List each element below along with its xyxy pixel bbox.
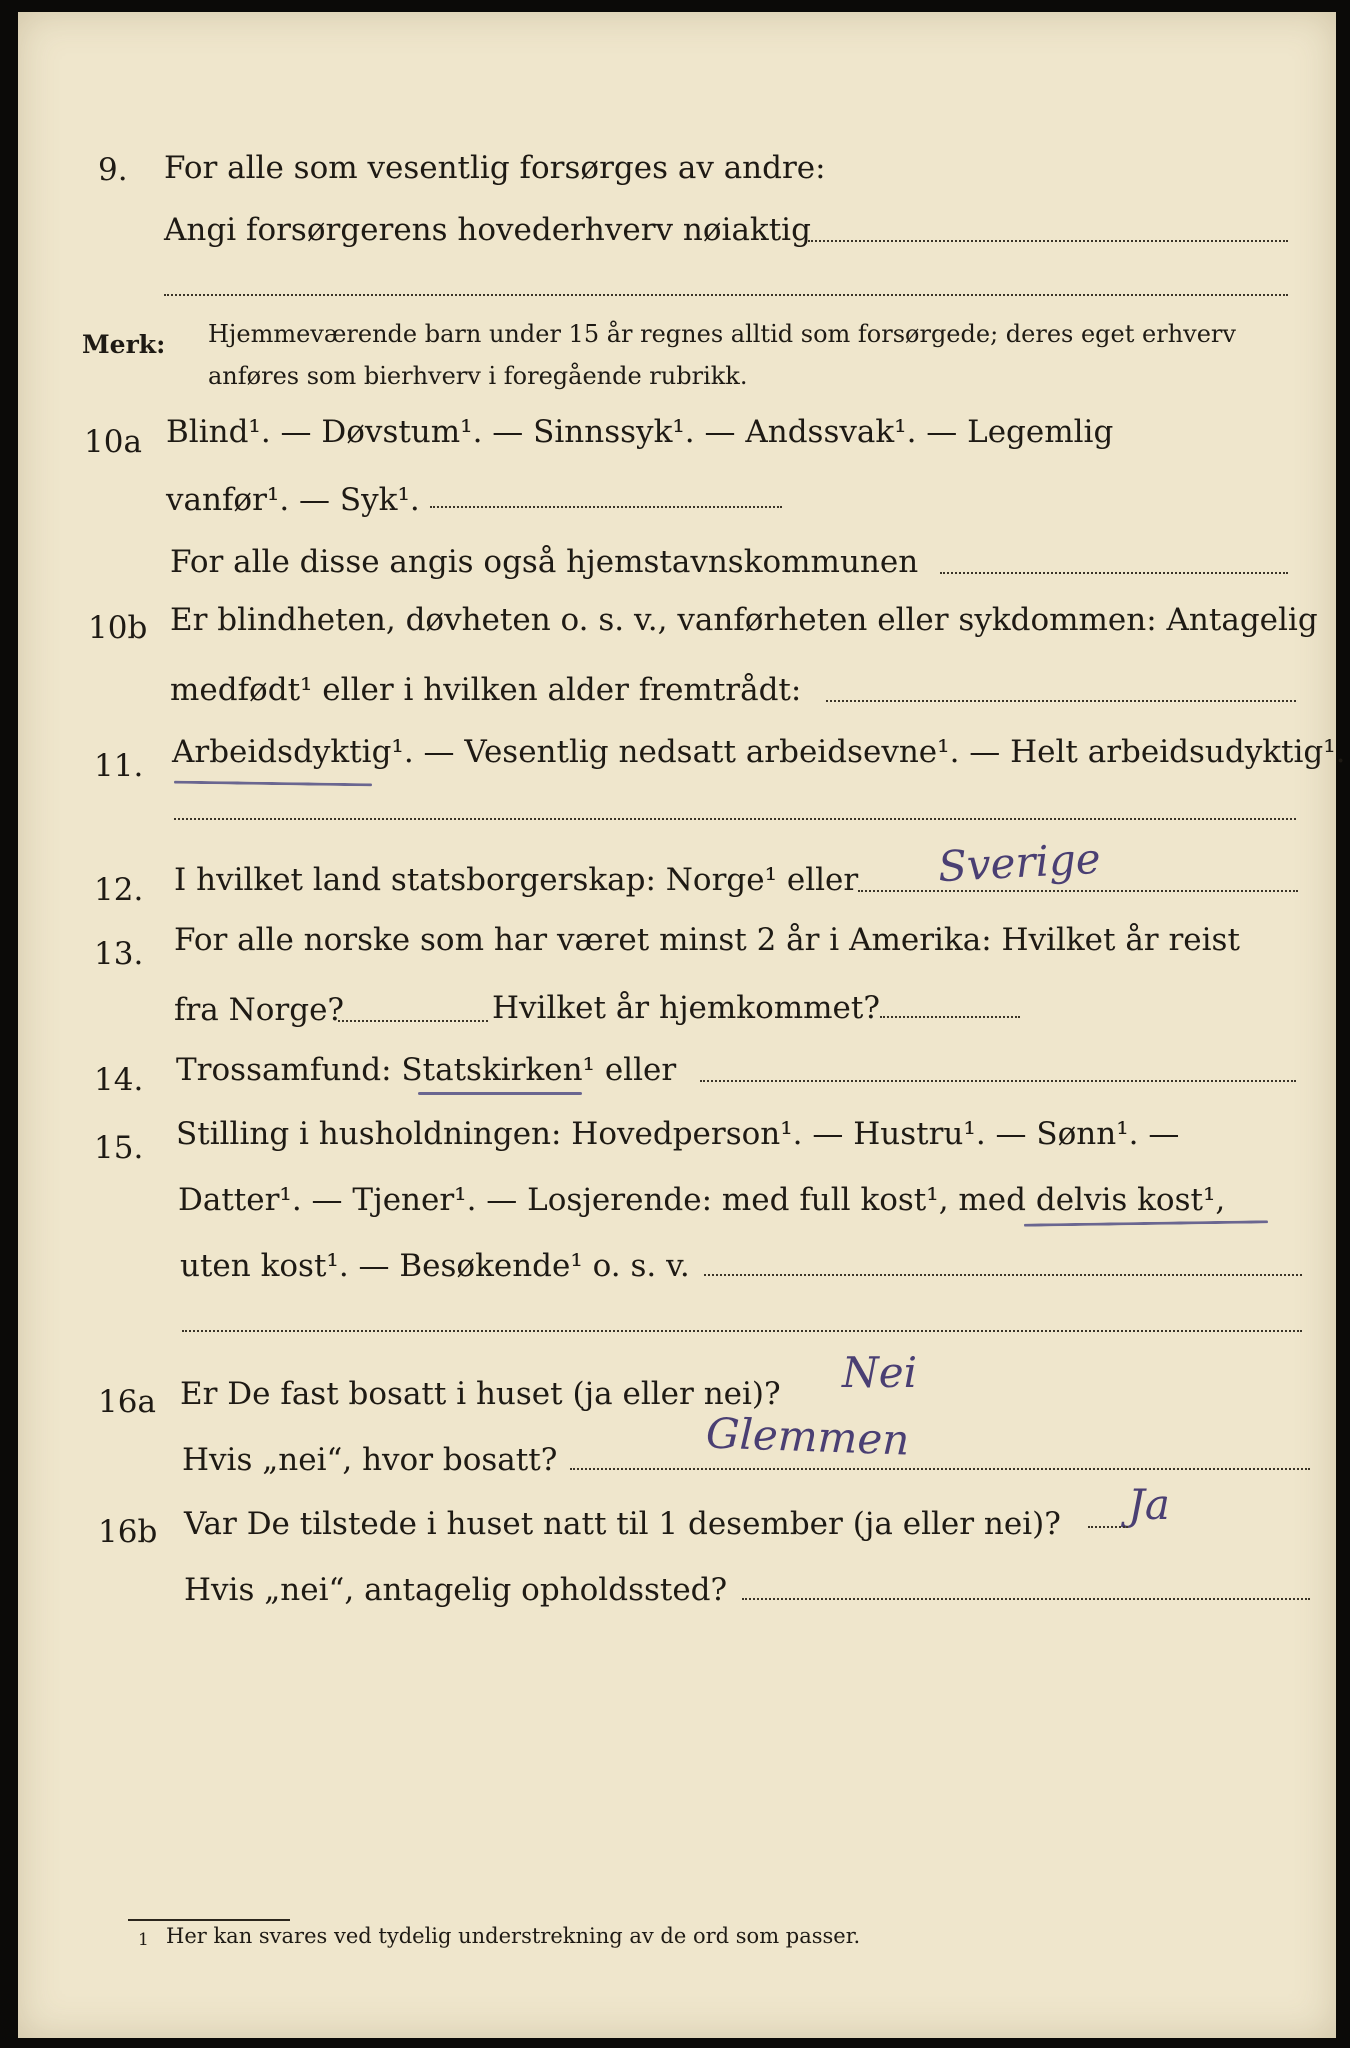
q14-handwritten-underline	[418, 1092, 582, 1095]
q16a-answer1-handwritten: Nei	[842, 1348, 918, 1397]
q16a-line1: Er De fast bosatt i huset (ja eller nei)?	[180, 1376, 781, 1412]
q16b-number: 16b	[98, 1514, 158, 1550]
q10a-line3: For alle disse angis også hjemstavnskommunen	[170, 544, 919, 580]
q9-line2: Angi forsørgerens hovederhverv nøiaktig	[164, 212, 811, 248]
q12-answer-line	[858, 890, 1298, 892]
q12-answer-handwritten: Sverige	[936, 833, 1102, 892]
q10b-line2: medfødt¹ eller i hvilken alder fremtrådt:	[170, 672, 802, 708]
q15-answer-line	[704, 1274, 1302, 1276]
footnote-mark: 1	[138, 1930, 149, 1950]
q13-right-answer-line	[880, 1016, 1020, 1018]
q11-number: 11.	[94, 748, 144, 784]
q13-line2b: Hvilket år hjemkommet?	[492, 990, 880, 1026]
q13-line2a: fra Norge?	[174, 992, 345, 1028]
q13-number: 13.	[94, 936, 144, 972]
q16b-line2: Hvis „nei“, antagelig opholdssted?	[184, 1572, 728, 1608]
q9-number: 9.	[98, 152, 128, 188]
q13-left-answer-line	[338, 1020, 488, 1022]
q10a-line1: Blind¹. — Døvstum¹. — Sinnssyk¹. — Andssvak¹. — Legemlig	[166, 414, 1114, 450]
q11-answer-line	[174, 818, 1296, 820]
q14-number: 14.	[94, 1062, 144, 1098]
q16a-answer-line	[570, 1468, 1310, 1470]
q15-line2: Datter¹. — Tjener¹. — Losjerende: med full kost¹, med delvis kost¹,	[178, 1182, 1226, 1218]
q16a-answer2-handwritten: Glemmen	[705, 1408, 911, 1465]
q14-line1: Trossamfund: Statskirken¹ eller	[176, 1052, 677, 1088]
q12-line1: I hvilket land statsborgerskap: Norge¹ eller	[174, 862, 859, 898]
q15-number: 15.	[94, 1130, 144, 1166]
q16b-line1: Var De tilstede i huset natt til 1 desember (ja eller nei)?	[184, 1506, 1061, 1542]
q10b-answer-line	[826, 700, 1296, 702]
merk-line1: Hjemmeværende barn under 15 år regnes alltid som forsørgede; deres eget erhverv	[208, 320, 1236, 348]
q14-answer-line	[700, 1080, 1296, 1082]
q16a-line2: Hvis „nei“, hvor bosatt?	[182, 1442, 558, 1478]
q16b-answer-line	[1088, 1526, 1128, 1528]
q10b-number: 10b	[88, 610, 148, 646]
q12-number: 12.	[94, 872, 144, 908]
q9-answer-line-2	[164, 294, 1288, 296]
q13-line1: For alle norske som har været minst 2 år i Amerika: Hvilket år reist	[174, 922, 1240, 958]
q16b-answer1-handwritten: Ja	[1128, 1480, 1170, 1529]
q9-answer-line	[808, 240, 1288, 242]
q10b-line1: Er blindheten, døvheten o. s. v., vanførheten eller sykdommen: Antagelig	[170, 602, 1318, 638]
q10a-answer-line	[430, 506, 782, 508]
q10a-line2: vanfør¹. — Syk¹.	[166, 482, 420, 518]
merk-label: Merk:	[82, 330, 166, 359]
q10a-number: 10a	[84, 424, 142, 460]
q10a-home-line	[940, 572, 1288, 574]
footnote-text: Her kan svares ved tydelig understrekning av de ord som passer.	[166, 1924, 861, 1948]
q15-line1: Stilling i husholdningen: Hovedperson¹. — Hustru¹. — Sønn¹. —	[176, 1116, 1180, 1152]
q15-line3: uten kost¹. — Besøkende¹ o. s. v.	[180, 1248, 690, 1284]
q15-handwritten-underline	[1024, 1220, 1268, 1226]
merk-line2: anføres som bierhverv i foregående rubrikk.	[208, 362, 748, 390]
q11-line1: Arbeidsdyktig¹. — Vesentlig nedsatt arbeidsevne¹. — Helt arbeidsudyktig¹.	[172, 734, 1346, 770]
q9-line1: For alle som vesentlig forsørges av andre:	[164, 150, 826, 186]
census-form-page	[18, 12, 1346, 2038]
q16a-number: 16a	[98, 1384, 156, 1420]
footnote-rule	[128, 1919, 290, 1921]
q16b-stay-line	[742, 1598, 1310, 1600]
q11-handwritten-underline	[174, 781, 372, 787]
q15-answer-line-2	[182, 1330, 1302, 1332]
